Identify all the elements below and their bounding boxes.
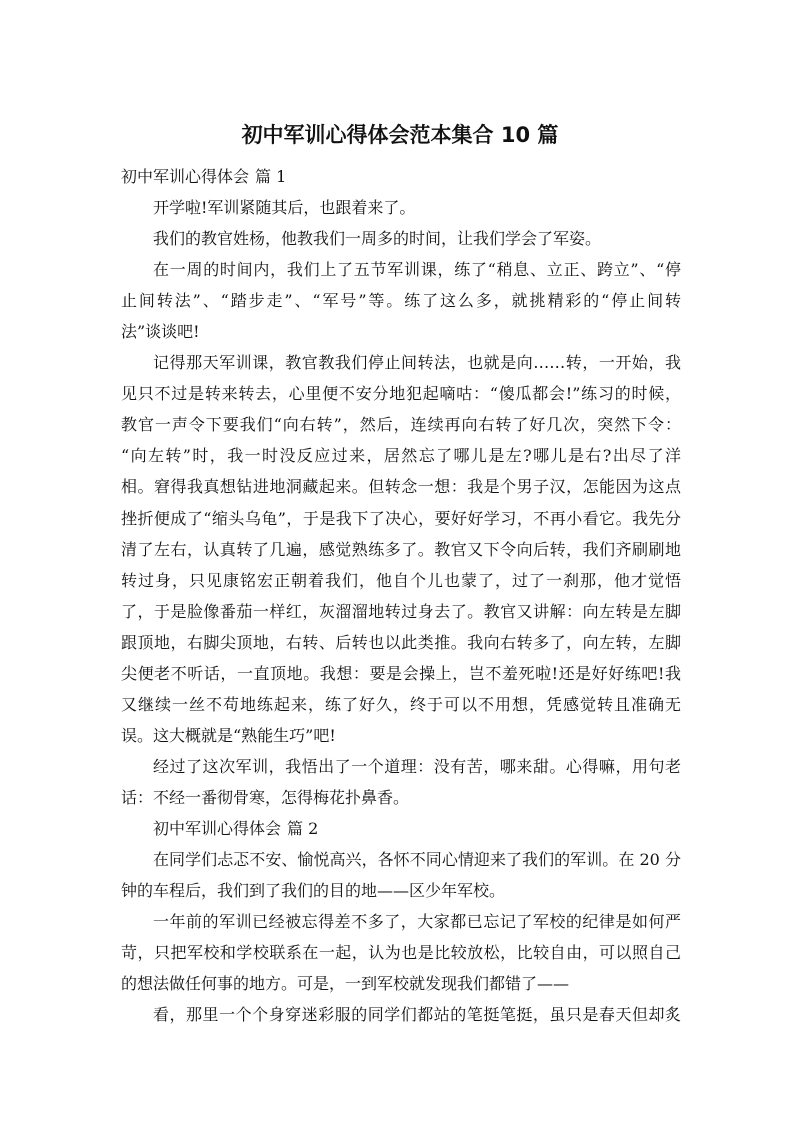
- paragraph-line: 法”谈谈吧!: [121, 322, 200, 342]
- paragraph-line: 教官一声令下要我们“向右转”，然后，连续再向右转了好几次，突然下令：: [121, 415, 681, 435]
- paragraph-line: 看，那里一个个身穿迷彩服的同学们都站的笔挺笔挺，虽只是春天但却炙: [153, 1005, 681, 1025]
- section-heading-2: [121, 813, 681, 844]
- paragraph-line: 开学啦!军训紧随其后，也跟着来了。: [153, 198, 416, 218]
- document-body: [121, 161, 681, 1030]
- paragraph-line: 在一周的时间内，我们上了五节军训课，练了“稍息、立正、跨立”、“停: [153, 260, 681, 280]
- paragraph-line: 钟的车程后，我们到了我们的目的地——区少年军校。: [121, 881, 506, 901]
- paragraph-line: 相。窘得我真想钻进地洞藏起来。但转念一想：我是个男子汉，怎能因为这点: [121, 477, 681, 497]
- paragraph-line: 在同学们忐忑不安、愉悦高兴，各怀不同心情迎来了我们的军训。在 20 分: [153, 850, 681, 870]
- paragraph-line: 的想法做任何事的地方。可是，一到军校就发现我们都错了——: [121, 974, 570, 994]
- document-title: 初中军训心得体会范本集合 10 篇: [241, 123, 559, 147]
- section-heading-label: 初中军训心得体会: [153, 818, 282, 838]
- paragraph-line: 跟顶地，右脚尖顶地，右转、后转也以此类推。我向右转多了，向左转，左脚: [121, 632, 681, 652]
- paragraph-line: 尖便老不听话，一直顶地。我想：要是会操上，岂不羞死啦!还是好好练吧!我: [121, 663, 681, 683]
- section-heading-number: 篇 1: [255, 167, 287, 186]
- section-heading-1: [121, 161, 681, 192]
- section-heading-label: 初中军训心得体会: [121, 167, 250, 186]
- paragraph-line: 止间转法”、“踏步走”、“军号”等。练了这么多，就挑精彩的“停止间转: [121, 291, 681, 311]
- section-heading-number: 篇 2: [287, 818, 319, 838]
- paragraph-line: 清了左右，认真转了几遍，感觉熟练多了。教官又下令向后转，我们齐刷刷地: [121, 539, 681, 559]
- paragraph-line: 话：不经一番彻骨寒，怎得梅花扑鼻香。: [121, 787, 410, 807]
- paragraph-line: 记得那天军训课，教官教我们停止间转法，也就是向……转，一开始，我: [153, 353, 681, 373]
- paragraph-line: 经过了这次军训，我悟出了一个道理：没有苦，哪来甜。心得嘛，用句老: [153, 756, 681, 776]
- paragraph-line: 挫折便成了“缩头乌龟”，于是我下了决心，要好好学习，不再小看它。我先分: [121, 508, 681, 528]
- paragraph-line: 误。这大概就是“熟能生巧”吧!: [121, 725, 336, 745]
- paragraph-line: 了，于是脸像番茄一样红，灰溜溜地转过身去了。教官又讲解：向左转是左脚: [121, 601, 681, 621]
- paragraph-line: 转过身，只见康铭宏正朝着我们，他自个儿也蒙了，过了一刹那，他才觉悟: [121, 570, 681, 590]
- paragraph-line: “向左转”时，我一时没反应过来，居然忘了哪儿是左?哪儿是右?出尽了洋: [121, 446, 681, 466]
- paragraph-line: 又继续一丝不苟地练起来，练了好久，终于可以不用想，凭感觉转且准确无: [121, 694, 681, 714]
- paragraph-line: 我们的教官姓杨，他教我们一周多的时间，让我们学会了军姿。: [153, 229, 602, 249]
- paragraph-line: 见只不过是转来转去，心里便不安分地犯起嘀咕：“傻瓜都会!”练习的时候，: [121, 384, 681, 404]
- paragraph-line: 苛，只把军校和学校联系在一起，认为也是比较放松，比较自由，可以照自己: [121, 943, 681, 963]
- paragraph-line: 一年前的军训已经被忘得差不多了，大家都已忘记了军校的纪律是如何严: [153, 912, 681, 932]
